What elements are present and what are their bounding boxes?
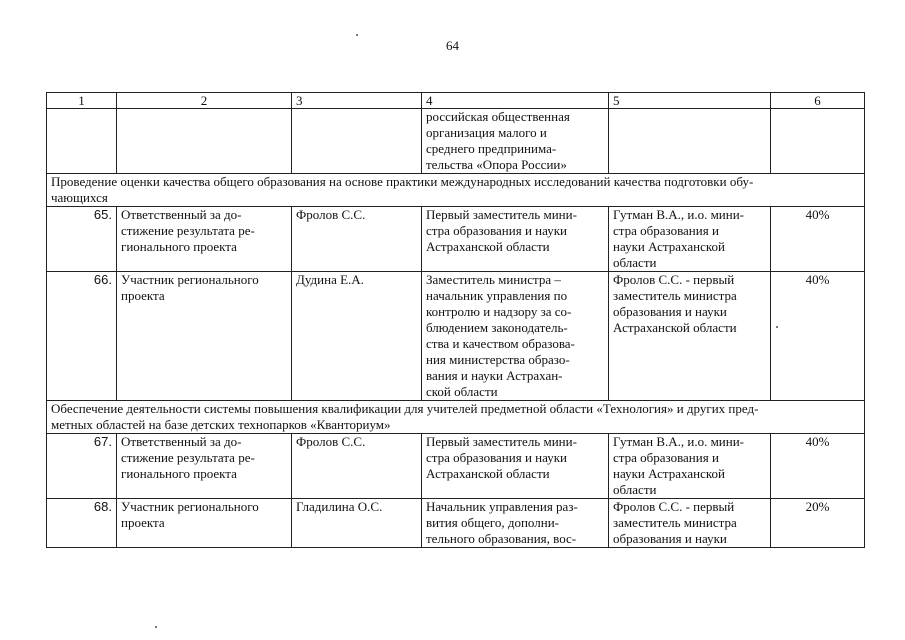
header-col-6: 6 (771, 93, 865, 109)
table-cell (292, 109, 422, 174)
table-header-row (47, 93, 865, 109)
continuation-row (47, 109, 865, 174)
header-col-4: 4 (422, 93, 609, 109)
role-cell: Участник регионального проекта (117, 272, 292, 401)
header-col-5: 5 (609, 93, 771, 109)
position-cell: Начальник управления раз- вития общего, дополни- тельного образования, вос- (422, 499, 609, 548)
header-col-1: 1 (47, 93, 117, 109)
table-row (47, 499, 865, 548)
position-cell: российская общественная организация малого и среднего предпринима- тельства «Опора России» (422, 109, 609, 174)
header-col-3: 3 (292, 93, 422, 109)
role-cell: Ответственный за до- стижение результата ре- гионального проекта (117, 434, 292, 499)
supervisor-cell: Гутман В.А., и.о. мини- стра образования и науки Астраханской области (609, 207, 771, 272)
row-number: 66. (47, 272, 117, 401)
table-cell (117, 109, 292, 174)
table-cell (47, 109, 117, 174)
supervisor-cell: Фролов С.С. - первый заместитель министра образования и науки Астраханской области (609, 272, 771, 401)
section-title: Проведение оценки качества общего образования на основе практики международных исследований качества подготовки обу- чающихся (47, 174, 865, 207)
supervisor-cell: Фролов С.С. - первый заместитель министра образования и науки (609, 499, 771, 548)
row-number: 65. (47, 207, 117, 272)
table-row (47, 272, 865, 401)
row-number: 68. (47, 499, 117, 548)
name-cell: Гладилина О.С. (292, 499, 422, 548)
name-cell: Фролов С.С. (292, 207, 422, 272)
scan-speck (776, 326, 778, 328)
table-row (47, 207, 865, 272)
row-number: 67. (47, 434, 117, 499)
role-cell: Участник регионального проекта (117, 499, 292, 548)
header-col-2: 2 (117, 93, 292, 109)
responsibility-table (46, 92, 865, 548)
table-cell (609, 109, 771, 174)
role-cell: Ответственный за до- стижение результата ре- гионального проекта (117, 207, 292, 272)
percent-cell: 40% (771, 207, 865, 272)
position-cell: Первый заместитель мини- стра образования и науки Астраханской области (422, 434, 609, 499)
scan-speck (356, 34, 358, 36)
percent-cell: 40% (771, 272, 865, 401)
name-cell: Дудина Е.А. (292, 272, 422, 401)
page-number: 64 (446, 38, 459, 53)
section-row (47, 174, 865, 207)
section-row (47, 401, 865, 434)
section-title: Обеспечение деятельности системы повышения квалификации для учителей предметной области «Технология» и других пред- метных областей на базе детских технопарков «Кванториум» (47, 401, 865, 434)
percent-cell: 40% (771, 434, 865, 499)
table-row (47, 434, 865, 499)
table-cell (771, 109, 865, 174)
percent-cell: 20% (771, 499, 865, 548)
name-cell: Фролов С.С. (292, 434, 422, 499)
scan-speck (155, 626, 157, 628)
position-cell: Первый заместитель мини- стра образования и науки Астраханской области (422, 207, 609, 272)
position-cell: Заместитель министра – начальник управления по контролю и надзору за со- блюдением законодатель- ства и качеством образова- ния министерства образо- вания и науки Астрахан- ской области (422, 272, 609, 401)
supervisor-cell: Гутман В.А., и.о. мини- стра образования и науки Астраханской области (609, 434, 771, 499)
